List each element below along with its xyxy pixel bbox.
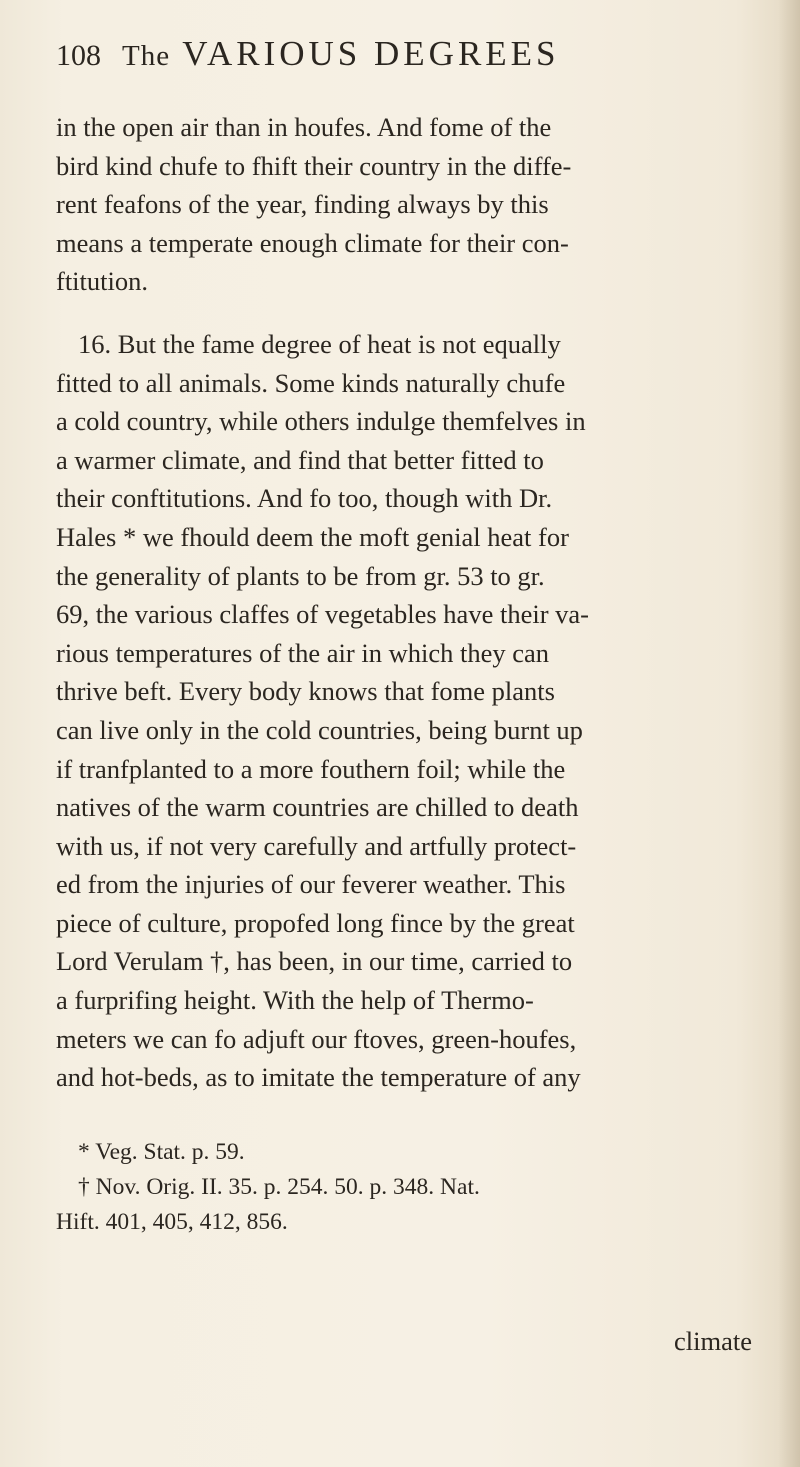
text-line: 69, the various claffes of vegetables have their va- bbox=[56, 599, 589, 630]
paragraph-gap bbox=[56, 301, 774, 325]
text-line: rious temperatures of the air in which they can bbox=[56, 637, 550, 668]
text-line: their conftitutions. And fo too, though with Dr. bbox=[56, 483, 553, 514]
text-line: a warmer climate, and find that better fitted to bbox=[56, 444, 544, 475]
page-number: 108 bbox=[56, 39, 101, 72]
text-line: 16. But the fame degree of heat is not equally bbox=[78, 328, 561, 359]
text-line: with us, if not very carefully and artfully protect- bbox=[56, 830, 577, 861]
text-line: can live only in the cold countries, being burnt up bbox=[56, 714, 583, 745]
text-line: if tranfplanted to a more fouthern foil; while the bbox=[56, 753, 566, 784]
page-edge-shadow bbox=[778, 0, 800, 1467]
page-content bbox=[56, 34, 774, 1240]
text-line: a furprifing height. With the help of Thermo- bbox=[56, 985, 534, 1016]
paragraph-1 bbox=[56, 108, 774, 301]
running-head-article: The bbox=[122, 40, 171, 72]
text-line: a cold country, while others indulge themfelves in bbox=[56, 406, 586, 437]
footnote-dagger-continued: Hift. 401, 405, 412, 856. bbox=[56, 1208, 288, 1235]
text-line: meters we can fo adjuft our ftoves, green-houfes, bbox=[56, 1023, 577, 1054]
catchword: climate bbox=[674, 1326, 752, 1356]
text-line: means a temperate enough climate for their con- bbox=[56, 227, 569, 258]
text-line: Lord Verulam †, has been, in our time, carried to bbox=[56, 946, 573, 977]
paragraph-2 bbox=[56, 325, 774, 1097]
text-line: fitted to all animals. Some kinds naturally chufe bbox=[56, 367, 566, 398]
page-header bbox=[56, 34, 774, 90]
running-head bbox=[122, 34, 560, 74]
text-line: ftitution. bbox=[56, 266, 149, 297]
footnote-dagger: † Nov. Orig. II. 35. p. 254. 50. p. 348. Nat. bbox=[78, 1173, 480, 1200]
text-line: natives of the warm countries are chilled to death bbox=[56, 792, 579, 823]
text-line: thrive beft. Every body knows that fome plants bbox=[56, 676, 555, 707]
text-line: rent feafons of the year, finding always by this bbox=[56, 189, 549, 220]
text-line: bird kind chufe to fhift their country in the diffe- bbox=[56, 150, 572, 181]
text-line: Hales * we fhould deem the moft genial heat for bbox=[56, 521, 569, 552]
text-line: ed from the injuries of our feverer weather. This bbox=[56, 869, 566, 900]
text-line: in the open air than in houfes. And fome of the bbox=[56, 112, 552, 142]
text-line: piece of culture, propofed long fince by the great bbox=[56, 907, 575, 938]
text-line: and hot-beds, as to imitate the temperature of any bbox=[56, 1062, 581, 1093]
footnote-asterisk: * Veg. Stat. p. 59. bbox=[78, 1138, 245, 1165]
running-head-title: VARIOUS DEGREES bbox=[182, 34, 560, 73]
footnotes bbox=[56, 1135, 774, 1240]
text-line: the generality of plants to be from gr. 53 to gr. bbox=[56, 560, 545, 591]
